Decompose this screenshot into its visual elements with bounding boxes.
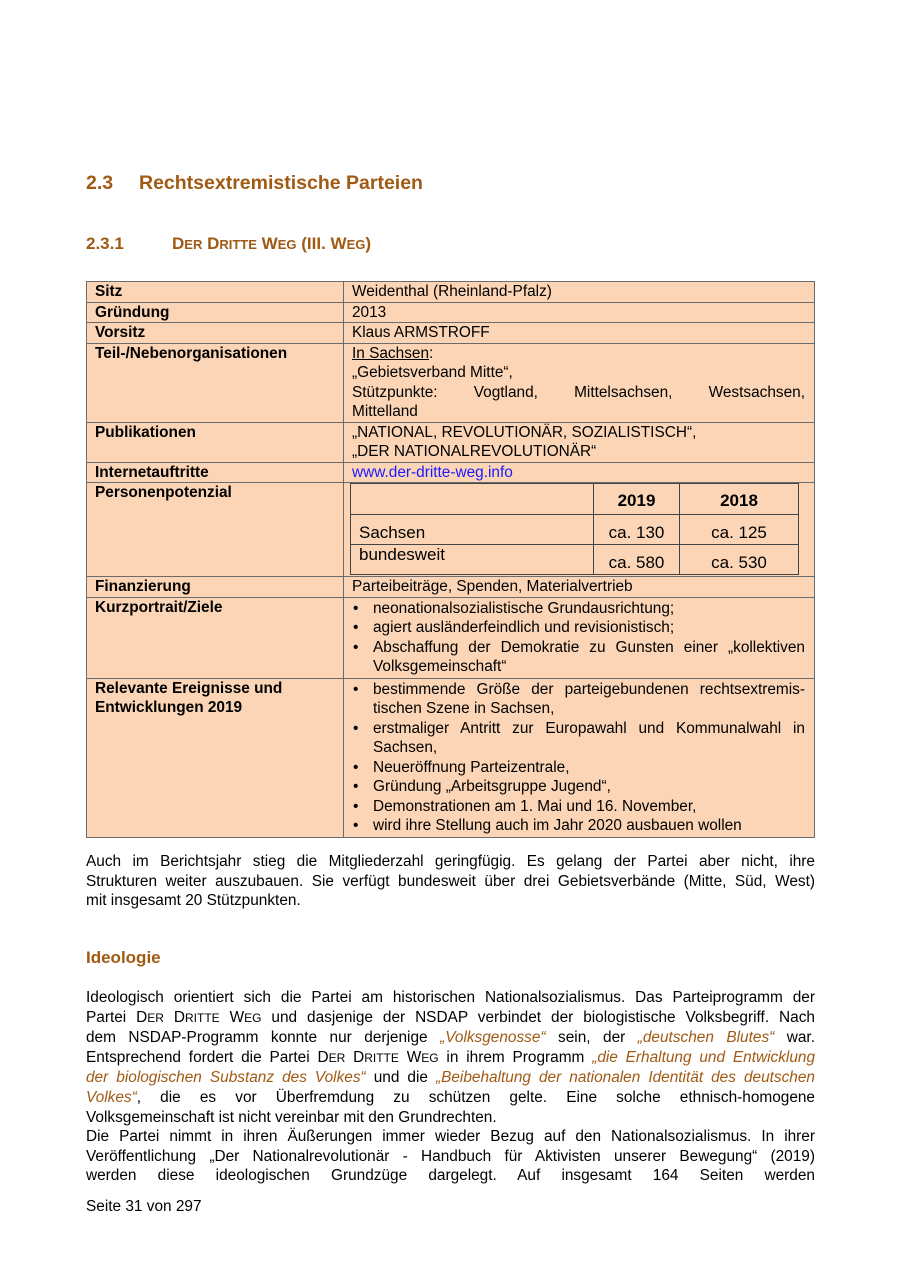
list-item: • wird ihre Stellung auch im Jahr 2020 ausbauen wollen <box>373 816 805 836</box>
membership-table <box>350 483 799 575</box>
table-row <box>87 597 815 678</box>
paragraph-ideologie: Ideologisch orientiert sich die Partei am historischen Nationalsozialismus. Das Parteiprogramm der Partei DER DRITTE WEG und dasjenige der NSDAP verbindet der biologistische Volksbegriff. Nach dem NSDAP-Programm konnte nur derjenige „Volksgenosse“ sein, der „deutschen Blutes“ war. Entsprechend fordert die Partei DER DRITTE WEG in ihrem Programm „die Erhaltung und Entwicklung der biologischen Substanz des Volkes“ und die „Beibehaltung der nationalen Identität des deutschen Volkes“, die es vor Überfremdung zu schützen gelte. Eine solche ethnisch-homogene Volksgemeinschaft ist nicht vereinbar mit den Grundrechten. Die Partei nimmt in ihren Äußerungen immer wieder Bezug auf den Nationalsozialismus. In ihrer Veröffentlichung „Der Nationalrevolutionär - Handbuch für Aktivisten unserer Bewegung“ (2019) werden diese ideologischen Grundzüge dargelegt. Auf insgesamt 164 Seiten werden <box>86 989 815 1185</box>
row-value: Weidenthal (Rheinland-Pfalz) <box>344 282 815 303</box>
party-info-table <box>86 281 815 838</box>
row-label: Internetauftritte <box>87 462 344 483</box>
table-row <box>87 483 815 577</box>
goals-list <box>352 599 805 677</box>
row-value: „NATIONAL, REVOLUTIONÄR, SOZIALISTISCH“, „DER NATIONALREVOLUTIONÄR“ <box>344 422 815 462</box>
row-label: Teil-/Nebenorganisationen <box>87 343 344 422</box>
events-list <box>352 680 805 836</box>
table-row <box>87 462 815 483</box>
paragraph-membership: Auch im Berichtsjahr stieg die Mitgliederzahl geringfügig. Es gelang der Partei aber nicht, ihre Strukturen weiter auszubauen. Sie verfügt bundesweit über drei Gebietsverbände (Mitte, Süd, West) mit insgesamt 20 Stützpunkten. <box>86 853 815 910</box>
website-link[interactable]: www.der-dritte-weg.info <box>352 463 513 481</box>
year-2019-header: 2019 <box>594 484 680 515</box>
region-label: In Sachsen <box>352 344 430 362</box>
row-value: Klaus ARMSTROFF <box>344 323 815 344</box>
page-footer: Seite 31 von 297 <box>86 1198 202 1215</box>
ideologie-heading: Ideologie <box>86 948 161 967</box>
list-item: • Gründung „Arbeitsgruppe Jugend“, <box>373 777 805 797</box>
row-value <box>344 597 815 678</box>
value-2019: ca. 130 <box>594 515 680 545</box>
table-row <box>87 282 815 303</box>
list-item: • bestimmende Größe der parteigebundenen rechtsextremis-tischen Szene in Sachsen, <box>373 680 805 719</box>
membership-header-row <box>351 484 799 515</box>
row-label: Finanzierung <box>87 577 344 598</box>
subsection-heading: 2.3.1 DER DRITTE WEG (III. WEG) <box>86 234 372 253</box>
list-item: • agiert ausländerfeindlich und revisionistisch; <box>373 618 805 638</box>
row-label: Kurzportrait/Ziele <box>87 597 344 678</box>
list-item: • Abschaffung der Demokratie zu Gunsten einer „kollektiven Volksgemeinschaft“ <box>373 638 805 677</box>
region-name: Sachsen <box>351 515 594 545</box>
table-row <box>87 323 815 344</box>
list-item: • neonationalsozialistische Grundausrichtung; <box>373 599 805 619</box>
value-2018: ca. 125 <box>680 515 799 545</box>
list-item: • Demonstrationen am 1. Mai und 16. November, <box>373 797 805 817</box>
membership-row <box>351 515 799 545</box>
region-name: bundesweit <box>351 545 594 575</box>
section-title: Rechtsextremistische Parteien <box>139 172 423 194</box>
section-number: 2.3 <box>86 172 114 194</box>
row-value <box>344 678 815 837</box>
row-value <box>344 462 815 483</box>
value-2019: ca. 580 <box>594 545 680 575</box>
row-label: Vorsitz <box>87 323 344 344</box>
subsection-number: 2.3.1 <box>86 234 124 253</box>
table-row <box>87 343 815 422</box>
year-2018-header: 2018 <box>680 484 799 515</box>
value-2018: ca. 530 <box>680 545 799 575</box>
row-value: 2013 <box>344 302 815 323</box>
table-row <box>87 678 815 837</box>
table-row <box>87 422 815 462</box>
membership-row <box>351 545 799 575</box>
row-value: In Sachsen: „Gebietsverband Mitte“, Stützpunkte: Vogtland, Mittelsachsen, Westsachsen, Mittelland <box>344 343 815 422</box>
row-label: Gründung <box>87 302 344 323</box>
list-item: • Neueröffnung Parteizentrale, <box>373 758 805 778</box>
row-label: Relevante Ereignisse und Entwicklungen 2019 <box>87 678 344 837</box>
table-row <box>87 577 815 598</box>
row-label: Publikationen <box>87 422 344 462</box>
list-item: • erstmaliger Antritt zur Europawahl und Kommunalwahl in Sachsen, <box>373 719 805 758</box>
row-label: Sitz <box>87 282 344 303</box>
section-heading <box>86 172 423 195</box>
row-value <box>344 483 815 577</box>
table-row <box>87 302 815 323</box>
row-value: Parteibeiträge, Spenden, Materialvertrieb <box>344 577 815 598</box>
row-label: Personenpotenzial <box>87 483 344 577</box>
